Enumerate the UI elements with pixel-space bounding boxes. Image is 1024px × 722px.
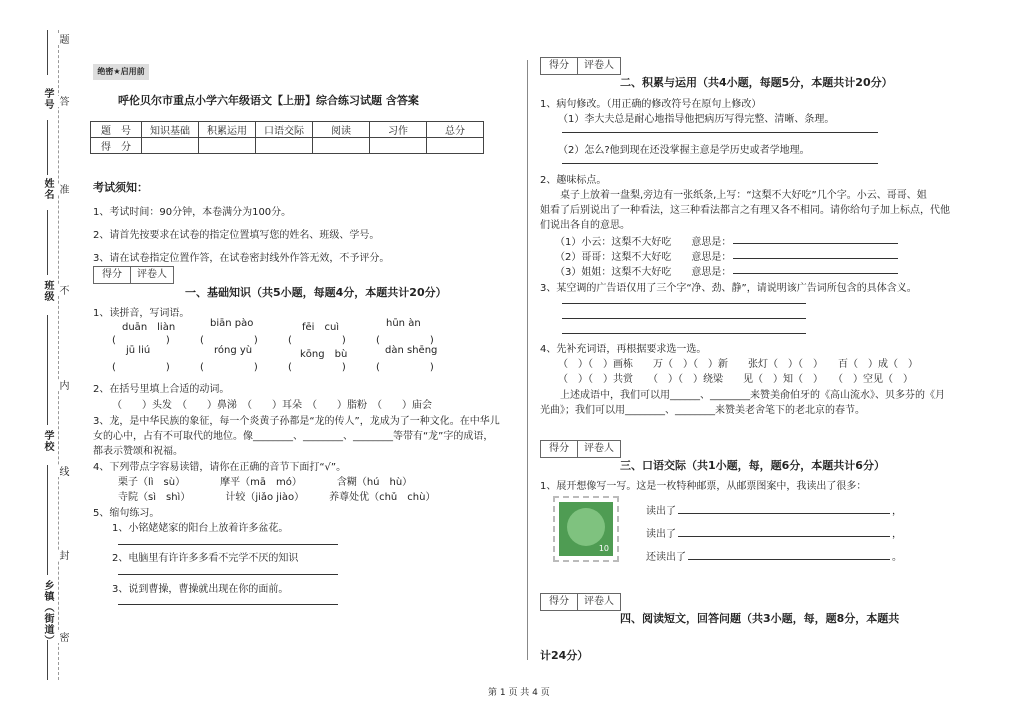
- margin-line: [47, 30, 48, 75]
- question: 2、在括号里填上合适的动词。: [93, 384, 230, 395]
- seal-char: 答: [57, 96, 68, 107]
- grader-box: 得分 评卷人: [93, 266, 174, 284]
- notice-item: 1、考试时间：90分钟，本卷满分为100分。: [93, 207, 292, 218]
- stamp-image: [553, 496, 619, 562]
- margin-label-class: 班级: [42, 280, 53, 302]
- answer-line[interactable]: [678, 513, 890, 514]
- seal-char: 封: [57, 550, 68, 561]
- score-header: 题 号: [91, 122, 142, 138]
- answer-line[interactable]: [118, 574, 338, 575]
- question: 2、趣味标点。: [540, 175, 607, 186]
- answer-line[interactable]: [733, 273, 898, 274]
- score-header: 阅读: [313, 122, 370, 138]
- question-line: 2、电脑里有许许多多看不完学不厌的知识: [112, 553, 299, 564]
- question: 4、下列带点字容易读错，请你在正确的音节下面打“√”。: [93, 462, 347, 473]
- seal-char: 密: [57, 632, 68, 643]
- answer-punct: 。: [892, 552, 902, 563]
- question-line: （ ）头发 （ ）鼻涕 （ ）耳朵 （ ）脂粉 （ ）庙会: [112, 400, 432, 411]
- seal-char: 准: [57, 184, 68, 195]
- answer-paren[interactable]: ( ): [288, 362, 346, 373]
- answer-line[interactable]: [678, 536, 890, 537]
- answer-line[interactable]: [118, 604, 338, 605]
- question: 3、某空调的广告语仅用了三个字“净、劲、静”，请说明该广告词所包含的具体含义。: [540, 283, 917, 294]
- question-line: （1）李大夫总是耐心地指导他把病历写得完整、清晰、条理。: [558, 114, 835, 125]
- question-line: 姐看了后别说出了一种看法，这三种看法都言之有理又各不相同。请你给句子加上标点，代他: [540, 205, 950, 216]
- pinyin: róng yù: [214, 345, 253, 356]
- score-row-label: 得 分: [91, 138, 142, 154]
- grader-box: 得分 评卷人: [540, 57, 621, 75]
- pinyin: biān pào: [210, 318, 254, 329]
- score-header: 口语交际: [256, 122, 313, 138]
- seal-char: 题: [57, 34, 68, 45]
- question-line: 3、说到曹操，曹操就出现在你的面前。: [112, 584, 289, 595]
- answer-punct: ，: [892, 529, 902, 540]
- section-4-heading: 四、阅读短文，回答问题（共3小题，每，题8分，本题共: [620, 612, 900, 625]
- answer-line[interactable]: [562, 163, 878, 164]
- grader-box: 得分 评卷人: [540, 440, 621, 458]
- answer-line[interactable]: [562, 333, 806, 334]
- exam-title: 呼伦贝尔市重点小学六年级语文【上册】综合练习试题 含答案: [118, 94, 419, 107]
- answer-punct: ，: [892, 506, 902, 517]
- question: 女的心中，占有不可取代的地位。像________、________、________等带有“龙”字的成语，: [93, 431, 494, 442]
- section-3-heading: 三、口语交际（共1小题，每，题6分，本题共计6分）: [620, 459, 885, 472]
- section-1-heading: 一、基础知识（共5小题，每题4分，本题共计20分）: [185, 286, 447, 299]
- answer-line[interactable]: [733, 243, 898, 244]
- question: 5、缩句练习。: [93, 508, 160, 519]
- question-line: （ ）（ ）画栋 万（ ）（ ）新 张灯（ ）（ ） 百（ ）成（ ）: [558, 359, 918, 370]
- margin-line: [47, 210, 48, 275]
- answer-line[interactable]: [562, 132, 878, 133]
- answer-line[interactable]: [562, 303, 806, 304]
- margin-line: [47, 315, 48, 425]
- score-table: [90, 121, 484, 154]
- pinyin: hūn àn: [386, 318, 421, 329]
- question-line: 1、小铭姥姥家的阳台上放着许多盆花。: [112, 523, 289, 534]
- score-header: 知识基础: [142, 122, 199, 138]
- answer-line[interactable]: [733, 258, 898, 259]
- answer-label: 读出了: [646, 506, 676, 517]
- question-line: 们说出各自的意思。: [540, 220, 630, 231]
- pinyin: dàn shēng: [385, 345, 438, 356]
- question-line: （2）怎么?他到现在还没掌握主意是学历史或者学地理。: [558, 145, 810, 156]
- answer-label: 读出了: [646, 529, 676, 540]
- margin-label-student-id: 学号: [42, 88, 53, 110]
- margin-label-name: 姓名: [42, 178, 53, 200]
- section-2-heading: 二、积累与运用（共4小题，每题5分，本题共计20分）: [620, 76, 893, 89]
- notice-title: 考试须知：: [93, 181, 148, 194]
- score-cell[interactable]: [256, 138, 313, 154]
- page-footer: 第 1 页 共 4 页: [488, 688, 550, 698]
- answer-paren[interactable]: ( ): [112, 362, 170, 373]
- question-line: 上述成语中，我们可以用______、________来赞美俞伯牙的《高山流水》、贝多芬的《月: [540, 390, 945, 401]
- question-line: （3）姐姐：这梨不大好吃 意思是：: [555, 267, 732, 278]
- question-line: 栗子（lì sù） 摩平（mā mó） 含糊（hú hù）: [118, 477, 413, 488]
- question-line: 寺院（sì shì） 计较（jiǎo jiào） 养尊处优（chǔ chù）: [118, 492, 436, 503]
- question: 3、龙，是中华民族的象征，每一个炎黄子孙都是“龙的传人”，龙成为了一种文化。在中华儿: [93, 416, 500, 427]
- answer-line[interactable]: [118, 544, 338, 545]
- answer-line[interactable]: [562, 318, 806, 319]
- score-cell[interactable]: [313, 138, 370, 154]
- pinyin: jū liú: [126, 345, 151, 356]
- question-line: （2）哥哥：这梨不大好吃 意思是：: [555, 252, 732, 263]
- notice-item: 2、请首先按要求在试卷的指定位置填写您的姓名、班级、学号。: [93, 230, 380, 241]
- confidential-badge: 绝密★启用前: [93, 64, 149, 80]
- answer-paren[interactable]: ( ): [376, 335, 434, 346]
- pinyin: kōng bù: [300, 349, 348, 360]
- stamp-value: 10: [598, 544, 609, 553]
- question: 4、先补充词语，再根据要求选一选。: [540, 344, 707, 355]
- question-line: （ ）（ ）共赏 （ ）（ ）绕梁 见（ ）知（ ） （ ）空见（ ）: [558, 374, 913, 385]
- score-header: 总分: [427, 122, 484, 138]
- pinyin: fēi cuì: [302, 322, 340, 333]
- question: 1、病句修改。（用正确的修改符号在原句上修改）: [540, 99, 762, 110]
- answer-paren[interactable]: ( ): [200, 362, 258, 373]
- score-cell[interactable]: [370, 138, 427, 154]
- score-cell[interactable]: [199, 138, 256, 154]
- margin-line: [47, 465, 48, 575]
- notice-item: 3、请在试卷指定位置作答，在试卷密封线外作答无效，不予评分。: [93, 253, 390, 264]
- seal-char: 线: [57, 466, 68, 477]
- question: 都表示赞颂和祝福。: [93, 446, 183, 457]
- answer-paren[interactable]: ( ): [288, 335, 346, 346]
- section-4-heading-cont: 计24分）: [540, 649, 589, 662]
- pinyin: duān liàn: [122, 322, 176, 333]
- question-line: （1）小云：这梨不大好吃 意思是：: [555, 237, 732, 248]
- margin-label-school: 学校: [42, 430, 53, 452]
- seal-char: 不: [57, 285, 68, 296]
- seal-dashed-line: [58, 30, 59, 680]
- seal-char: 内: [57, 380, 68, 391]
- margin-line: [47, 120, 48, 175]
- column-separator: [527, 60, 528, 660]
- question: 1、展开想像写一写。这是一枚特种邮票，从邮票图案中，我读出了很多：: [540, 481, 867, 492]
- score-cell[interactable]: [142, 138, 199, 154]
- answer-paren[interactable]: ( ): [200, 335, 258, 346]
- score-header: 积累运用: [199, 122, 256, 138]
- score-header: 习作: [370, 122, 427, 138]
- score-cell[interactable]: [427, 138, 484, 154]
- answer-paren[interactable]: ( ): [376, 362, 434, 373]
- answer-paren[interactable]: ( ): [112, 335, 170, 346]
- grader-box: 得分 评卷人: [540, 593, 621, 611]
- answer-label: 还读出了: [646, 552, 686, 563]
- margin-label-town: 乡镇（街道）: [42, 580, 53, 646]
- question-line: 桌子上放着一盘梨,旁边有一张纸条,上写：“这梨不大好吃”几个字。小云、哥哥、姐: [540, 190, 927, 201]
- margin-line: [47, 640, 48, 680]
- question: 1、读拼音，写词语。: [93, 308, 190, 319]
- answer-line[interactable]: [688, 559, 890, 560]
- question-line: 光曲》；我们可以用________、________来赞美老舍笔下的老北京的春节。: [540, 405, 865, 416]
